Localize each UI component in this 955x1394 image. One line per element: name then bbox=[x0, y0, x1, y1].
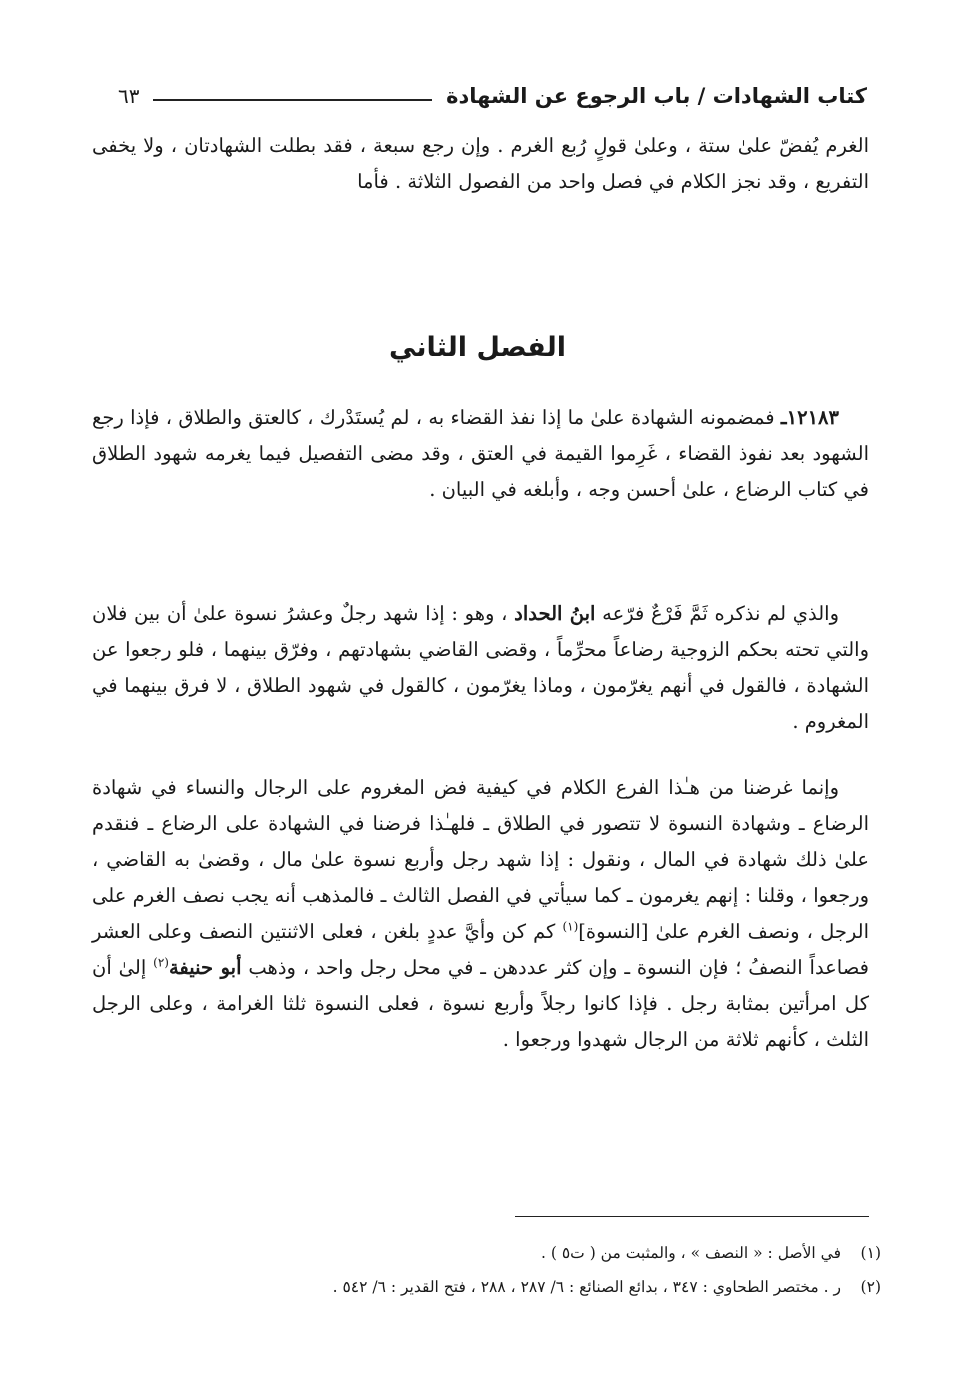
scholar-name: أبو حنيفة bbox=[168, 956, 242, 979]
footnote-text: في الأصل : « النصف » ، والمثبت من ( ت٥ ) . bbox=[541, 1244, 841, 1262]
paragraph-text-part: ، وهو : إذا شهد رجلٌ وعشرُ نسوة علىٰ أن بين فلان والتي تحته بحكم الزوجية رضاعاً محرِّماً ، وقضى القاضي بشهادتهم ، وفرّق بينهما ، فلو رجعوا عن الشهادة ، فالقول في أنهم يغرّمون ، وماذا يغرّمون ، كالقول في شهود الطلاق ، لا فرق بينهما في المغروم . bbox=[92, 602, 869, 733]
paragraph-distribution bbox=[92, 770, 869, 1058]
header-title: كتاب الشهادات / باب الرجوع عن الشهادة bbox=[446, 84, 867, 108]
paragraph-ibn-al-haddad bbox=[92, 596, 869, 740]
footnote-item bbox=[100, 1270, 881, 1304]
footnote-ref-1[interactable]: (١) bbox=[562, 919, 579, 934]
paragraph-text-part: وإنما غرضنا من هـٰذا الفرع الكلام في كيفية فض المغروم على الرجال والنساء في شهادة الرضاع ـ وشهادة النسوة لا تتصور في الطلاق ـ فلهـٰذا فرضنا في الشهادة على الرضاع ـ فنقدم علىٰ ذلك شهادة في المال ، ونقول : إذا شهد رجل وأربع نسوة علىٰ مال ، وقضىٰ به القاضي ، ورجعوا ، وقلنا : إنهم يغرمون ـ كما سيأتي في الفصل الثالث ـ فالمذهب أنه يجب نصف الغرم على الرجل ، ونصف الغرم علىٰ [النسوة] bbox=[92, 776, 870, 943]
paragraph-text-part: والذي لم نذكره ثَمَّ فَرْعٌ فرّعه bbox=[602, 602, 840, 625]
footnote-ref-2[interactable]: (٢) bbox=[153, 955, 169, 970]
footnote-number: (١) bbox=[860, 1244, 881, 1262]
paragraph-text-part: كم كن وأيَّ عددٍ بلغن ، فعلى الاثنتين النصف وعلى العشر فصاعداً النصفُ ؛ فإن النسوة ـ وإن كثر عددهن ـ في محل رجل واحد ، وذهب bbox=[92, 920, 869, 979]
footnote-text: ر . مختصر الطحاوي : ٣٤٧ ، بدائع الصنائع : ٦/ ٢٨٧ ، ٢٨٨ ، فتح القدير : ٦/ ٥٤٢ . bbox=[332, 1278, 841, 1296]
running-header bbox=[118, 78, 867, 114]
header-rule bbox=[153, 99, 432, 101]
section-title: الفصل الثاني bbox=[389, 332, 566, 363]
footnote-number: (٢) bbox=[860, 1278, 881, 1296]
page-number: ٦٣ bbox=[118, 84, 140, 108]
paragraph-text-part: إلىٰ أن كل امرأتين بمثابة رجل . فإذا كانوا رجلاً وأربع نسوة ، فعلى النسوة ثلثا الغرامة ، وعلى الرجل الثلث ، كأنهم ثلاثة من الرجال شهدوا ورجعوا . bbox=[92, 956, 869, 1051]
scholar-name: ابنُ الحداد bbox=[514, 602, 596, 625]
paragraph-12183 bbox=[92, 400, 869, 508]
paragraph-continuation: الغرم يُفضّ علىٰ ستة ، وعلىٰ قولٍ رُبع الغرم . وإن رجع سبعة ، فقد بطلت الشهادتان ، ولا يخفى التفريع ، وقد نجز الكلام في فصل واحد من الفصول الثلاثة . فأما bbox=[92, 134, 869, 193]
footnotes-list bbox=[100, 1236, 881, 1304]
paragraph-text: فمضمونه الشهادة علىٰ ما إذا نفذ القضاء به ، لم يُستَدْرك ، كالعتق والطلاق ، فإذا رجع الشهود بعد نفوذ القضاء ، غَرِموا القيمة في العتق ، وقد مضى التفصيل فيما يغرمه شهود الطلاق في كتاب الرضاع ، علىٰ أحسن وجه ، وأبلغه في البيان . bbox=[92, 406, 869, 501]
footnote-separator bbox=[515, 1216, 869, 1217]
paragraph-number: ١٢١٨٣ـ bbox=[780, 406, 839, 429]
footnote-item bbox=[100, 1236, 881, 1270]
